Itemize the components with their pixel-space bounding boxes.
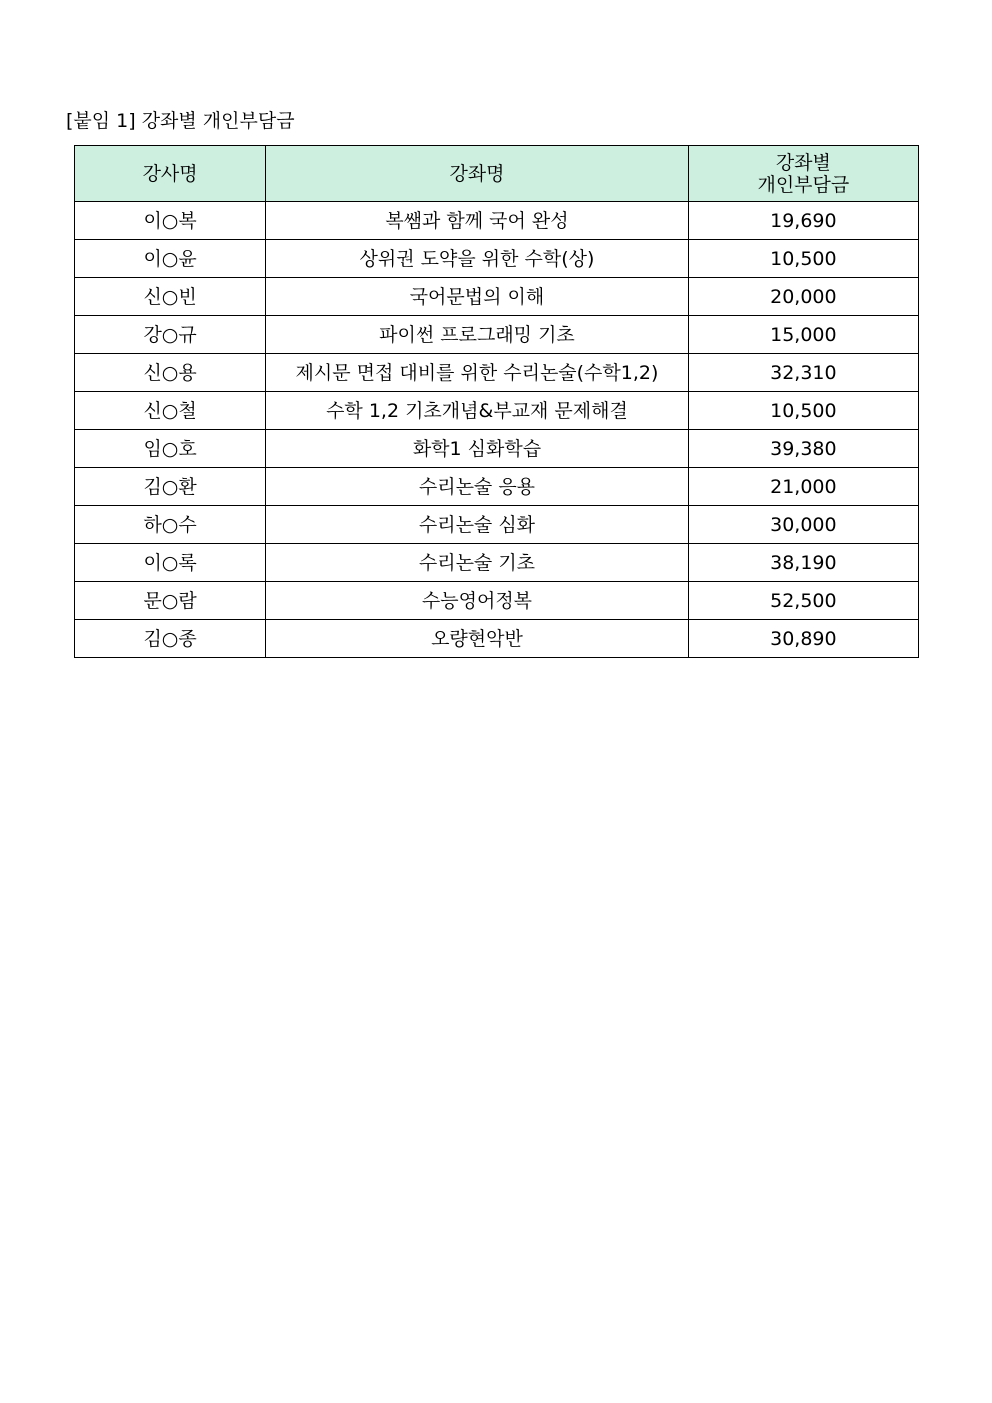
cell-instructor: 이○록 (75, 544, 266, 582)
cell-course: 수능영어정복 (266, 582, 689, 620)
cell-fee: 30,890 (688, 620, 918, 658)
table-row (75, 582, 919, 620)
cell-fee: 52,500 (688, 582, 918, 620)
cell-course: 오량현악반 (266, 620, 689, 658)
cell-fee: 39,380 (688, 430, 918, 468)
table-row (75, 278, 919, 316)
table-row (75, 392, 919, 430)
cell-course: 상위권 도약을 위한 수학(상) (266, 240, 689, 278)
header-instructor: 강사명 (75, 146, 266, 202)
table-row (75, 468, 919, 506)
cell-instructor: 강○규 (75, 316, 266, 354)
cell-instructor: 이○윤 (75, 240, 266, 278)
cell-instructor: 김○환 (75, 468, 266, 506)
header-fee (688, 146, 918, 202)
cell-instructor: 김○종 (75, 620, 266, 658)
table-row (75, 430, 919, 468)
cell-course: 수학 1,2 기초개념&부교재 문제해결 (266, 392, 689, 430)
cell-course: 제시문 면접 대비를 위한 수리논술(수학1,2) (266, 354, 689, 392)
cell-fee: 21,000 (688, 468, 918, 506)
cell-fee: 38,190 (688, 544, 918, 582)
cell-course: 화학1 심화학습 (266, 430, 689, 468)
table-row (75, 544, 919, 582)
table-row (75, 202, 919, 240)
table-row (75, 240, 919, 278)
cell-instructor: 하○수 (75, 506, 266, 544)
table-body (75, 202, 919, 658)
cell-course: 국어문법의 이해 (266, 278, 689, 316)
header-fee-line1: 강좌별 (775, 151, 831, 174)
table-row (75, 620, 919, 658)
cell-course: 파이썬 프로그래밍 기초 (266, 316, 689, 354)
cell-instructor: 신○빈 (75, 278, 266, 316)
cell-fee: 10,500 (688, 392, 918, 430)
header-course: 강좌명 (266, 146, 689, 202)
cell-course: 수리논술 기초 (266, 544, 689, 582)
cell-course: 수리논술 심화 (266, 506, 689, 544)
cell-instructor: 신○철 (75, 392, 266, 430)
cell-fee: 20,000 (688, 278, 918, 316)
cell-course: 수리논술 응용 (266, 468, 689, 506)
table-header (75, 146, 919, 202)
table-row (75, 506, 919, 544)
cell-instructor: 이○복 (75, 202, 266, 240)
table-row (75, 316, 919, 354)
header-row (75, 146, 919, 202)
cell-fee: 19,690 (688, 202, 918, 240)
document-title: [붙임 1] 강좌별 개인부담금 (66, 110, 295, 132)
cell-instructor: 문○람 (75, 582, 266, 620)
course-fee-table (74, 145, 919, 658)
cell-instructor: 신○용 (75, 354, 266, 392)
table-row (75, 354, 919, 392)
cell-instructor: 임○호 (75, 430, 266, 468)
header-fee-line2: 개인부담금 (757, 173, 850, 196)
cell-course: 복쌤과 함께 국어 완성 (266, 202, 689, 240)
cell-fee: 30,000 (688, 506, 918, 544)
cell-fee: 32,310 (688, 354, 918, 392)
cell-fee: 15,000 (688, 316, 918, 354)
cell-fee: 10,500 (688, 240, 918, 278)
